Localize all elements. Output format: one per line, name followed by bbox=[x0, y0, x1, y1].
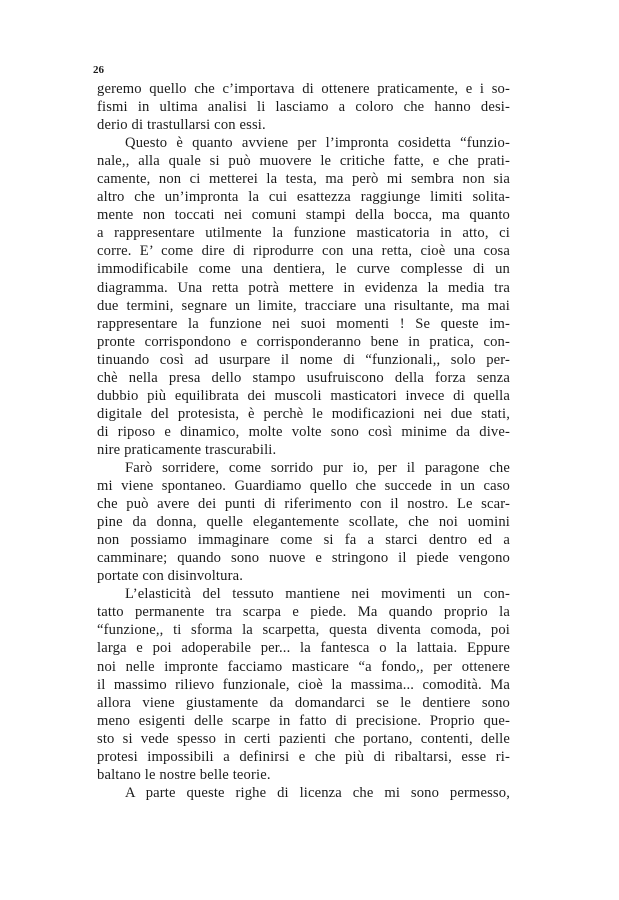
text-line: chè nella presa dello stampo usufruiscono della forza senza bbox=[97, 369, 510, 386]
text-line: portate con disinvoltura. bbox=[97, 568, 244, 585]
text-line: “funzione,, ti sforma la scarpetta, questa diventa comoda, poi bbox=[97, 622, 510, 639]
text-line: pine da donna, quelle elegantemente scollate, che noi uomini bbox=[97, 514, 510, 531]
text-line: nire praticamente trascurabili. bbox=[97, 441, 277, 458]
text-line: diagramma. Una retta potrà mettere in evidenza la media tra bbox=[97, 279, 510, 296]
text-line: nale,, alla quale si può muovere le critiche fatte, e che prati- bbox=[97, 153, 510, 170]
text-line: camente, non ci metterei la testa, ma però mi sembra non sia bbox=[97, 171, 510, 188]
text-line: altro che un’impronta la cui esattezza raggiunge limiti solita- bbox=[97, 189, 510, 206]
text-line: corre. E’ come dire di riprodurre con una retta, cioè una cosa bbox=[97, 243, 510, 260]
text-line: rappresentare la funzione nei suoi momenti ! Se queste im- bbox=[97, 315, 510, 332]
text-line: il massimo rilievo funzionale, cioè la massima... comodità. Ma bbox=[97, 676, 510, 693]
text-line: allora viene giustamente da domandarci se le dentiere sono bbox=[97, 694, 510, 711]
text-line: larga e poi adoperabile per... la fantesca o la lattaia. Eppure bbox=[97, 640, 510, 657]
text-line: non possiamo immaginare come si fa a starci dentro ed a bbox=[97, 532, 510, 549]
text-line: digitale del protesista, è perchè le modificazioni nei due stati, bbox=[97, 405, 510, 422]
text-line: dubbio più equilibrata dei muscoli masticatori invece di quella bbox=[97, 387, 510, 404]
text-line: mi viene spontaneo. Guardiamo quello che succede in un caso bbox=[97, 478, 510, 495]
text-line: protesi impossibili a definirsi e che più di ribaltarsi, esse ri- bbox=[97, 748, 510, 765]
text-line: derio di trastullarsi con essi. bbox=[97, 117, 266, 134]
text-line: tinuando così ad usurpare il nome di “funzionali,, solo per- bbox=[97, 351, 510, 368]
body-text bbox=[97, 80, 510, 802]
text-line: immodificabile come una dentiera, le curve complesse di un bbox=[97, 261, 510, 278]
text-line: camminare; quando sono nuove e stringono il piede vengono bbox=[97, 550, 510, 567]
text-line: pronte corrispondono e corrisponderanno bene in pratica, con- bbox=[97, 333, 510, 350]
text-line: sto si vede spesso in certi pazienti che portano, contenti, delle bbox=[97, 730, 510, 747]
text-line: geremo quello che c’importava di ottenere praticamente, e i so- bbox=[97, 81, 510, 97]
text-line: Questo è quanto avviene per l’impronta cosidetta “funzio- bbox=[125, 135, 510, 152]
page-number: 26 bbox=[93, 64, 104, 76]
text-line: noi nelle impronte facciamo masticare “a fondo,, per ottenere bbox=[97, 658, 510, 675]
text-line: L’elasticità del tessuto mantiene nei movimenti un con- bbox=[125, 586, 510, 603]
text-line: fismi in ultima analisi li lasciamo a coloro che hanno desi- bbox=[97, 99, 510, 116]
text-line: Farò sorridere, come sorrido pur io, per il paragone che bbox=[125, 459, 510, 476]
text-line: a rappresentare utilmente la funzione masticatoria in atto, ci bbox=[97, 225, 510, 242]
text-line: due termini, segnare un limite, tracciare una risultante, ma mai bbox=[97, 297, 510, 314]
text-line: tatto permanente tra scarpa e piede. Ma quando proprio la bbox=[97, 604, 510, 621]
text-line: che può avere dei punti di riferimento con il nostro. Le scar- bbox=[97, 496, 510, 513]
text-line: di riposo e dinamico, molte volte sono così minime da dive- bbox=[97, 423, 510, 440]
text-line: baltano le nostre belle teorie. bbox=[97, 766, 271, 783]
text-line: mente non toccati nei comuni stampi della bocca, ma quanto bbox=[97, 207, 510, 224]
text-line: A parte queste righe di licenza che mi sono permesso, bbox=[125, 784, 510, 801]
text-line: meno esigenti delle scarpe in fatto di precisione. Proprio que- bbox=[97, 712, 510, 729]
